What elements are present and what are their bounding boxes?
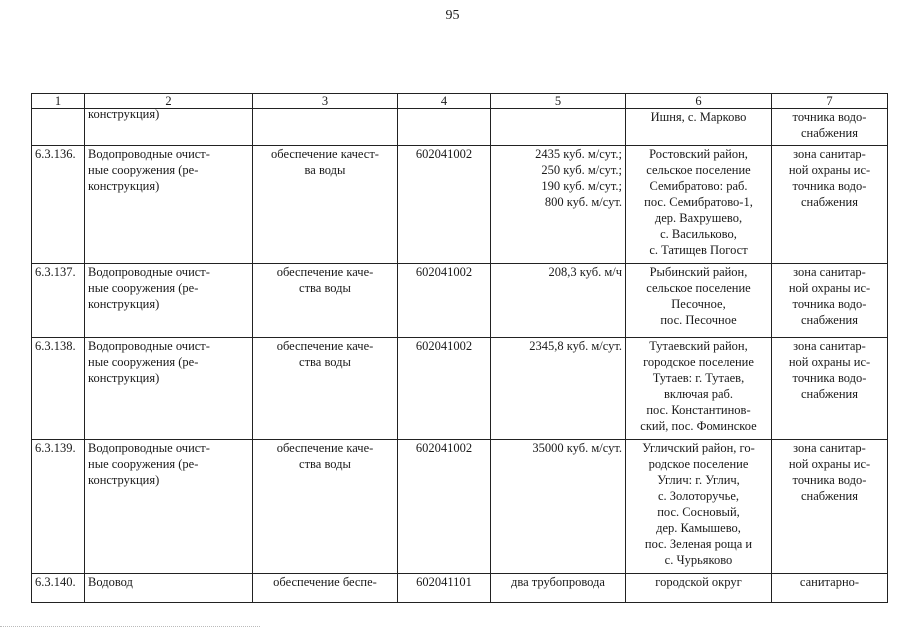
continuation-location-cell xyxy=(626,109,772,146)
object-code: 602041002 xyxy=(398,440,491,574)
object-name: Водопроводные очист- ные сооружения (ре- конструкция) xyxy=(88,265,210,311)
page-number: 95 xyxy=(445,8,460,23)
object-capacity: 208,3 куб. м/ч xyxy=(548,265,622,279)
column-header-7: 7 xyxy=(772,94,888,109)
row-number: 6.3.139. xyxy=(32,440,85,574)
continuation-num-cell xyxy=(32,109,85,146)
object-purpose: обеспечение каче- ства воды xyxy=(276,265,374,295)
column-header-2: 2 xyxy=(85,94,253,109)
continuation-zone-cell xyxy=(772,109,888,146)
object-location: Рыбинский район, сельское поселение Песочное, пос. Песочное xyxy=(646,265,751,327)
column-header-3: 3 xyxy=(253,94,398,109)
table-row xyxy=(32,440,888,574)
object-name: Водовод xyxy=(88,575,133,589)
object-purpose: обеспечение беспе- xyxy=(273,575,377,589)
table-row xyxy=(32,574,888,603)
object-purpose: обеспечение каче- ства воды xyxy=(276,441,374,471)
header-row xyxy=(32,94,888,109)
object-location: Угличский район, го- родское поселение Углич: г. Углич, с. Золоторучье, пос. Сосновый, дер. Камышево, пос. Зеленая роща и с. Чурьяково xyxy=(642,441,755,567)
document-table xyxy=(31,93,888,603)
column-header-6: 6 xyxy=(626,94,772,109)
object-capacity: два трубопровода xyxy=(511,575,605,589)
table-row xyxy=(32,146,888,264)
column-header-5: 5 xyxy=(491,94,626,109)
object-location: Тутаевский район, городское поселение Тутаев: г. Тутаев, включая раб. пос. Константинов- ский, пос. Фоминское xyxy=(640,339,757,433)
object-code: 602041101 xyxy=(398,574,491,603)
object-name: Водопроводные очист- ные сооружения (ре- конструкция) xyxy=(88,147,210,193)
row-number: 6.3.140. xyxy=(32,574,85,603)
continuation-code-cell xyxy=(398,109,491,146)
table-row xyxy=(32,264,888,338)
continuation-row xyxy=(32,109,888,146)
object-capacity: 2435 куб. м/сут.; 250 куб. м/сут.; 190 куб. м/сут.; 800 куб. м/сут. xyxy=(535,147,622,209)
continuation-purpose-cell xyxy=(253,109,398,146)
object-code: 602041002 xyxy=(398,338,491,440)
continuation-capacity-cell xyxy=(491,109,626,146)
object-purpose: обеспечение качест- ва воды xyxy=(271,147,379,177)
column-header-1: 1 xyxy=(32,94,85,109)
row-number: 6.3.137. xyxy=(32,264,85,338)
continuation-name: конструкция) xyxy=(88,108,160,121)
object-code: 602041002 xyxy=(398,264,491,338)
object-zone: зона санитар- ной охраны ис- точника водо- снабжения xyxy=(788,441,871,503)
object-location: городской округ xyxy=(655,575,742,589)
continuation-name-cell xyxy=(85,109,253,146)
row-number: 6.3.138. xyxy=(32,338,85,440)
row-number: 6.3.136. xyxy=(32,146,85,264)
object-location: Ростовский район, сельское поселение Семибратово: раб. пос. Семибратово-1, дер. Вахрушево, с. Васильково, с. Татищев Погост xyxy=(644,147,753,257)
object-capacity: 2345,8 куб. м/сут. xyxy=(529,339,622,353)
object-zone: санитарно- xyxy=(799,575,860,589)
object-code: 602041002 xyxy=(398,146,491,264)
continuation-zone: точника водо- снабжения xyxy=(792,110,867,140)
object-name: Водопроводные очист- ные сооружения (ре- конструкция) xyxy=(88,441,210,487)
column-header-4: 4 xyxy=(398,94,491,109)
object-purpose: обеспечение каче- ства воды xyxy=(276,339,374,369)
object-zone: зона санитар- ной охраны ис- точника водо- снабжения xyxy=(788,339,871,401)
object-zone: зона санитар- ной охраны ис- точника водо- снабжения xyxy=(788,147,871,209)
continuation-location: Ишня, с. Марково xyxy=(650,110,747,124)
table-row xyxy=(32,338,888,440)
object-zone: зона санитар- ной охраны ис- точника водо- снабжения xyxy=(788,265,871,327)
object-capacity: 35000 куб. м/сут. xyxy=(532,441,622,455)
page-bottom-artifact xyxy=(0,626,260,629)
object-name: Водопроводные очист- ные сооружения (ре- конструкция) xyxy=(88,339,210,385)
